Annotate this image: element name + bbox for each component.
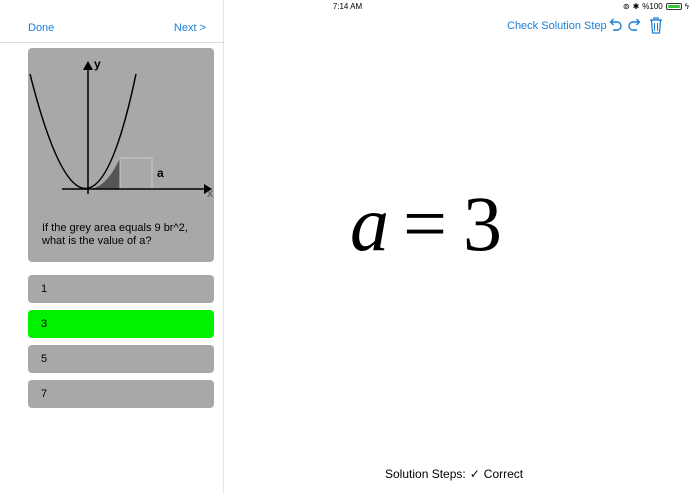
answer-label: 3 bbox=[41, 318, 48, 330]
answer-option-5[interactable] bbox=[28, 345, 214, 373]
check-mark-icon: ✓ bbox=[469, 467, 480, 481]
y-axis-label: y bbox=[94, 57, 101, 71]
battery-percent: %100 bbox=[642, 2, 663, 11]
status-right bbox=[623, 2, 689, 11]
question-panel bbox=[0, 0, 224, 494]
question-card bbox=[28, 48, 214, 262]
status-time: 7:14 AM bbox=[332, 2, 363, 11]
answer-label: 5 bbox=[41, 353, 48, 365]
solution-status bbox=[385, 467, 523, 481]
question-line-1: If the grey area equals 9 br^2, bbox=[42, 222, 188, 234]
bluetooth-icon: ✱ bbox=[632, 1, 640, 11]
trash-icon[interactable] bbox=[648, 16, 664, 34]
parabola-graph bbox=[28, 48, 214, 208]
square-outline bbox=[120, 158, 152, 189]
undo-icon[interactable] bbox=[607, 16, 623, 34]
check-solution-step-button[interactable]: Check Solution Step bbox=[507, 20, 607, 32]
x-axis-label: x bbox=[207, 186, 213, 200]
answer-label: 7 bbox=[41, 388, 48, 400]
y-axis-arrow bbox=[83, 61, 93, 70]
equation-lhs: a bbox=[350, 180, 389, 267]
redo-icon[interactable] bbox=[627, 16, 643, 34]
solution-steps-label: Solution Steps: bbox=[385, 467, 466, 481]
side-a-label: a bbox=[157, 166, 164, 180]
question-text bbox=[42, 222, 208, 248]
equation-operator: = bbox=[403, 180, 447, 267]
next-button[interactable]: Next > bbox=[173, 22, 206, 34]
battery-icon bbox=[666, 3, 682, 10]
orientation-lock-icon: ⊚ bbox=[622, 1, 630, 11]
done-button[interactable]: Done bbox=[28, 22, 55, 34]
equation-rhs: 3 bbox=[463, 180, 502, 267]
charging-icon: ϟ bbox=[684, 1, 689, 11]
answer-option-1[interactable] bbox=[28, 275, 214, 303]
question-line-2: what is the value of a? bbox=[42, 235, 152, 247]
answer-label: 1 bbox=[41, 283, 48, 295]
solution-status-text: Correct bbox=[483, 467, 524, 481]
answer-option-3[interactable] bbox=[28, 310, 214, 338]
nav-bar bbox=[0, 14, 224, 43]
answer-option-7[interactable] bbox=[28, 380, 214, 408]
equation-display bbox=[350, 180, 502, 267]
